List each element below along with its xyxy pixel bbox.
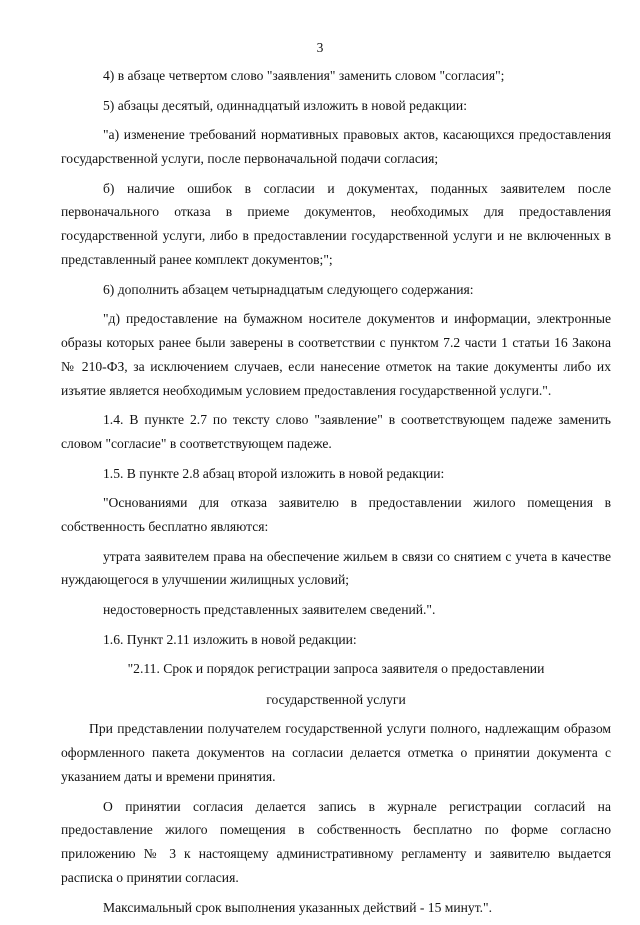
section-heading bbox=[61, 657, 611, 712]
document-body bbox=[61, 64, 611, 925]
paragraph-loss-of-right: утрата заявителем права на обеспечение жильем в связи со снятием с учета в качестве нуждающегося в улучшении жилищных условий; bbox=[61, 548, 611, 588]
paragraph-false-information: недостоверность представленных заявителем сведений.". bbox=[103, 601, 436, 617]
section-heading-line-2: государственной услуги bbox=[266, 691, 406, 707]
paragraph-clause-1-5: 1.5. В пункте 2.8 абзац второй изложить в новой редакции: bbox=[103, 465, 445, 481]
paragraph-item-6-amendment: 6) дополнить абзацем четырнадцатым следующего содержания: bbox=[103, 281, 474, 297]
paragraph-clause-1-6: 1.6. Пункт 2.11 изложить в новой редакции: bbox=[103, 631, 357, 647]
paragraph-max-duration: Максимальный срок выполнения указанных действий - 15 минут.". bbox=[103, 899, 492, 915]
paragraph-subitem-d: "д) предоставление на бумажном носителе документов и информации, электронные образы которых ранее были заверены в соответствии с пунктом 7.2 части 1 статьи 16 Закона № 210-ФЗ, за исключением случаев, если нанесение отметок на такие документы либо их изъятие является необходимым условием предоставления государственной услуги.". bbox=[61, 311, 611, 398]
paragraph-package-receipt: При представлении получателем государственной услуги полного, надлежащим образом оформленного пакета документов на согласии делается отметка о принятии документа с указанием даты и времени принятия. bbox=[61, 721, 611, 785]
paragraph-item-4-amendment: 4) в абзаце четвертом слово "заявления" заменить словом "согласия"; bbox=[103, 68, 505, 83]
paragraph-registration-journal: О принятии согласия делается запись в журнале регистрации согласий на предоставление жилого помещения в собственность бесплатно по форме согласно приложению № 3 к настоящему административному регламенту и заявителю выдается расписка о принятии согласия. bbox=[61, 798, 611, 886]
paragraph-refusal-grounds: "Основаниями для отказа заявителю в предоставлении жилого помещения в собственность бесплатно являются: bbox=[61, 495, 611, 534]
page-number: 3 bbox=[316, 40, 324, 55]
paragraph-subitem-b: б) наличие ошибок в согласии и документах, поданных заявителем после первоначального отказа в приеме документов, необходимых для предоставления государственной услуги, либо в предоставлении государственной услуги и не включенных в представленный ранее комплект документов;"; bbox=[61, 180, 611, 267]
paragraph-item-5-amendment: 5) абзацы десятый, одиннадцатый изложить в новой редакции: bbox=[103, 97, 467, 113]
paragraph-clause-1-4: 1.4. В пункте 2.7 по тексту слово "заявление" в соответствующем падеже заменить словом "согласие" в соответствующем падеже. bbox=[61, 412, 611, 451]
paragraph-subitem-a: "а) изменение требований нормативных правовых актов, касающихся предоставления государственной услуги, после первоначальной подачи согласия; bbox=[61, 127, 611, 166]
section-heading-line-1: "2.11. Срок и порядок регистрации запроса заявителя о предоставлении bbox=[127, 661, 545, 677]
